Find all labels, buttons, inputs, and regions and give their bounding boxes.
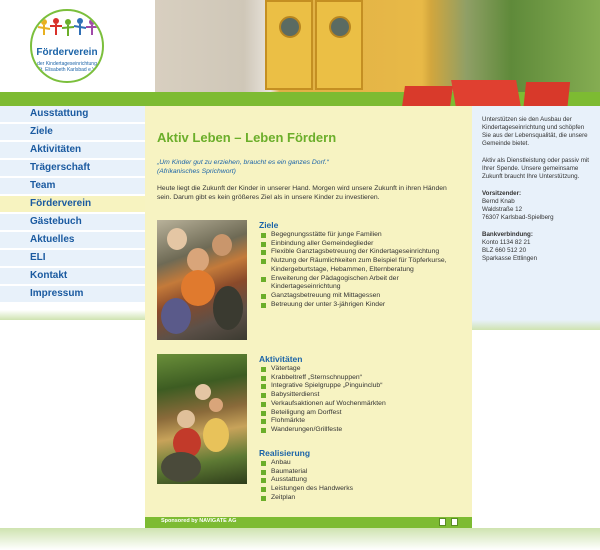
support-text: Unterstützen sie den Ausbau der Kindertageseinrichtung und schöpfen Sie aus der Lebensqualität, die unsere Gemeinde bietet. [482, 116, 588, 147]
page-header [0, 0, 600, 92]
aktivitaeten-list [261, 365, 466, 435]
list-item: Nutzung der Räumlichkeiten zum Beispiel für Töpferkurse, Kindergeburtstage, Hebammen, Elternberatung [261, 257, 466, 274]
bank-label: Bankverbindung: [482, 231, 533, 238]
photo-families [157, 220, 247, 340]
door-left [265, 0, 313, 90]
nav-item-eli[interactable]: ELI [0, 250, 145, 266]
footer-icons [439, 518, 458, 526]
photo-outdoor-activities [157, 354, 247, 484]
list-item: Krabbeltreff „Sternschnuppen“ [261, 374, 466, 383]
right-sidebar [472, 106, 600, 328]
intro-text: Heute liegt die Zukunft der Kinder in unserer Hand. Morgen wird unsere Zukunft in ihren Händen sein. Darum gibt es kein größeres Ziel als in unsere Kinder zu investieren. [157, 185, 447, 201]
list-item: Verkaufsaktionen auf Wochenmärkten [261, 400, 466, 409]
section-title-realisierung: Realisierung [259, 448, 311, 458]
bank-block [482, 231, 592, 263]
nav-bottom-fade [0, 310, 145, 320]
list-item: Begegnungsstätte für junge Familien [261, 231, 466, 240]
list-item: Wanderungen/Grillfeste [261, 426, 466, 435]
list-item: Erweiterung der Pädagogischen Arbeit der Kindertageseinrichtung [261, 275, 466, 292]
list-item: Vätertage [261, 365, 466, 374]
list-item: Beteiligung am Dorffest [261, 409, 466, 418]
bank-name: Sparkasse Ettlingen [482, 255, 538, 262]
print-icon[interactable] [451, 518, 458, 526]
header-photo [155, 0, 600, 92]
chair-street: Waldstraße 12 [482, 206, 523, 213]
nav-item-aktuelles[interactable]: Aktuelles [0, 232, 145, 248]
list-item: Leistungen des Handwerks [261, 485, 466, 494]
section-title-ziele: Ziele [259, 220, 279, 230]
list-item: Babysitterdienst [261, 391, 466, 400]
list-item: Ausstattung [261, 476, 466, 485]
list-item: Ganztagsbetreuung mit Mittagessen [261, 292, 466, 301]
bank-blz: BLZ 660 512 20 [482, 247, 527, 254]
list-item: Flexible Ganztagsbetreuung der Kindertageseinrichtung [261, 248, 466, 257]
nav-item-aktivitaeten[interactable]: Aktivitäten [0, 142, 145, 158]
bank-account: Konto 1134 82 21 [482, 239, 531, 246]
nav-item-ziele[interactable]: Ziele [0, 124, 145, 140]
nav-item-kontakt[interactable]: Kontakt [0, 268, 145, 284]
foerderverein-logo[interactable] [30, 9, 104, 83]
aktiv-text: Aktiv als Dienstleistung oder passiv mit Ihrer Spende. Unsere gemeinsame Zukunft braucht Ihre Unterstützung. [482, 157, 589, 180]
footer-bar [145, 517, 472, 528]
sidebar-bottom-fade [472, 320, 600, 330]
ziele-list [261, 231, 466, 309]
list-item: Betreuung der unter 3-jährigen Kinder [261, 301, 466, 310]
list-item: Flohmärkte [261, 417, 466, 426]
sponsor-text[interactable]: Sponsored by NAVIGATE AG [161, 518, 237, 524]
list-item: Anbau [261, 459, 466, 468]
list-item: Integrative Spielgruppe „Pinguinclub“ [261, 382, 466, 391]
chair-label: Vorsitzender: [482, 190, 522, 197]
bookmark-icon[interactable] [439, 518, 446, 526]
quote-source: (Afrikanisches Sprichwort) [157, 168, 236, 175]
quote [157, 158, 457, 176]
nav-item-ausstattung[interactable]: Ausstattung [0, 106, 145, 122]
main-navigation [0, 106, 145, 304]
quote-text: „Um Kinder gut zu erziehen, braucht es ein ganzes Dorf.“ [157, 159, 329, 166]
list-item: Einbindung aller Gemeindeglieder [261, 240, 466, 249]
chair-name: Bernd Knab [482, 198, 515, 205]
nav-item-impressum[interactable]: Impressum [0, 286, 145, 302]
chair-block [482, 190, 592, 222]
nav-item-foerderverein[interactable]: Förderverein [0, 196, 145, 212]
page-title: Aktiv Leben – Leben Fördern [157, 130, 337, 145]
children-figures-icon [36, 17, 100, 43]
main-content [145, 106, 472, 528]
sidebar-text [482, 116, 592, 272]
section-title-aktivitaeten: Aktivitäten [259, 354, 303, 364]
nav-item-traegerschaft[interactable]: Trägerschaft [0, 160, 145, 176]
chair-city: 76307 Karlsbad-Spielberg [482, 214, 554, 221]
logo-subtitle: der Kindertageseinrichtung St. Elisabeth Karlsbad e.V. [37, 61, 97, 73]
page-bottom-strip [0, 528, 600, 550]
logo-area [0, 0, 155, 92]
nav-item-team[interactable]: Team [0, 178, 145, 194]
realisierung-list [261, 459, 466, 503]
logo-title: Förderverein [36, 47, 98, 58]
door-right [315, 0, 363, 90]
list-item: Baumaterial [261, 468, 466, 477]
list-item: Zeitplan [261, 494, 466, 503]
nav-item-gaestebuch[interactable]: Gästebuch [0, 214, 145, 230]
